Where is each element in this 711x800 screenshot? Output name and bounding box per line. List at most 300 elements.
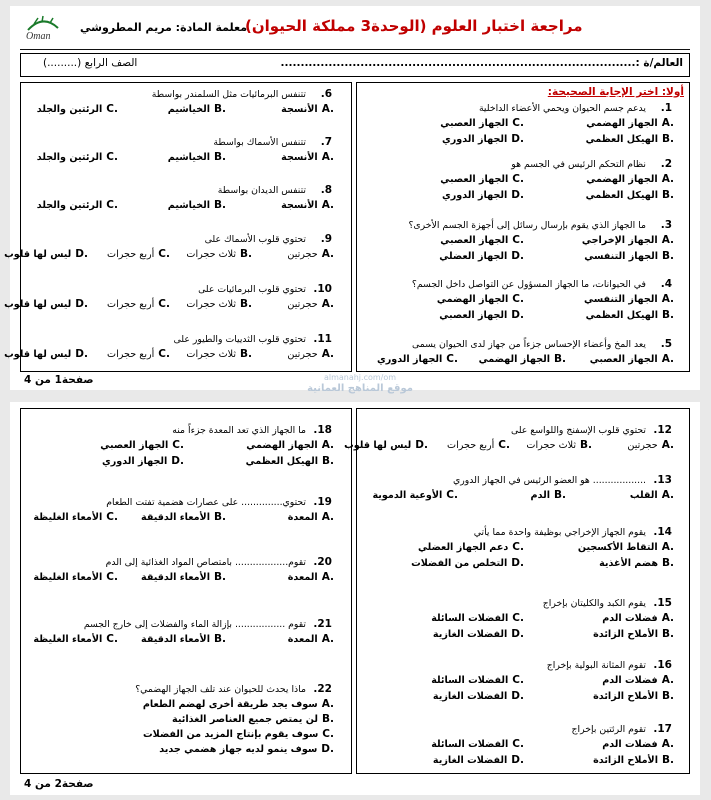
option-text: ثلاث حجرات [186,249,236,260]
option-text: أربع حجرات [107,349,155,360]
question-number: 14. [653,526,672,538]
q14-option-c[interactable] [418,541,524,553]
option-letter: C. [106,103,118,115]
question-number: 11. [313,333,332,345]
section-title: أولا: اختر الإجابة الصحيحة: [547,86,684,98]
question-number: 13. [653,474,672,486]
option-letter: B. [240,298,252,310]
option-text: الأنسجة [281,152,318,163]
option-text: الجهاز الهضمي [586,174,658,185]
option-text: هضم الأغذية [599,558,658,569]
option-text: المعدة [287,634,318,645]
q10-option-c[interactable] [107,298,170,310]
option-letter: A. [661,612,674,624]
option-letter: D. [321,743,334,755]
q14-option-b[interactable] [599,557,674,569]
q8-option-a[interactable] [281,199,334,211]
grade-field[interactable]: الصف الرابع (.........) [43,57,138,69]
q9-option-a[interactable] [287,248,334,260]
logo-icon [20,14,66,44]
option-text: الجهاز التنفسي [584,251,658,262]
option-letter: D. [75,298,88,310]
option-letter: D. [511,189,524,201]
question-7 [213,136,332,148]
option-text: فضلات الدم [602,739,658,750]
question-text: تتنفس الأسماك بواسطة [213,137,306,148]
option-letter: D. [511,690,524,702]
q2-option-a[interactable] [586,173,674,185]
option-text: فضلات الدم [602,675,658,686]
question-number: 21. [313,618,332,630]
q8-option-c[interactable] [37,199,118,211]
q18-option-a[interactable] [246,439,334,451]
option-text: الفضلات السائلة [431,739,509,750]
option-text: ثلاث حجرات [186,299,236,310]
option-letter: B. [214,199,226,211]
option-letter: D. [511,133,524,145]
question-number: 6. [320,88,332,100]
question-number: 1. [660,102,672,114]
option-letter: B. [662,133,674,145]
option-letter: B. [554,489,566,501]
option-text: حجرتين [287,349,318,360]
option-letter: B. [662,189,674,201]
option-text: سوف يقوم بإنتاج المزيد من الفضلات [143,729,319,740]
option-letter: B. [322,455,334,467]
option-letter: C. [158,248,170,260]
option-text: فضلات الدم [602,613,658,624]
question-number: 2. [660,158,672,170]
q18-option-d[interactable] [102,455,184,467]
option-text: الخياشيم [167,200,210,211]
q6-option-a[interactable] [281,103,334,115]
q8-option-b[interactable] [168,199,226,211]
option-text: الفضلات الغازية [432,691,508,702]
option-text: الخياشيم [167,104,210,115]
q17-option-c[interactable] [431,738,524,750]
question-14 [474,526,672,538]
q14-option-a[interactable] [578,541,674,553]
question-16 [547,659,672,671]
option-text: الهيكل العظمي [585,134,658,145]
option-text: الهيكل العظمي [245,456,318,467]
option-text: أربع حجرات [447,440,495,451]
page-number-1: صفحة1 من 4 [24,374,94,386]
teacher-name: معلمة المادة: مريم المطروشي [80,21,248,34]
q22-option-c[interactable] [143,728,334,740]
q3-option-a[interactable] [582,234,674,246]
q12-option-c[interactable] [447,439,510,451]
q5-option-c[interactable] [377,353,458,365]
q21-option-a[interactable] [288,633,334,645]
question-2 [511,158,672,170]
option-text: الجهاز الدوري [101,456,168,467]
option-letter: C. [512,117,524,129]
q16-option-b[interactable] [593,690,674,702]
question-20 [106,556,332,568]
q20-option-a[interactable] [288,571,334,583]
option-letter: A. [661,173,674,185]
q20-option-b[interactable] [141,571,226,583]
header [20,12,690,48]
q3-option-d[interactable] [439,250,524,262]
question-text: تتنفس البرمائيات مثل السلمندر بواسطة [151,89,306,100]
question-text: تحتوي قلوب البرمائيات على [198,284,306,295]
q4-option-b[interactable] [586,309,674,321]
q2-option-b[interactable] [586,189,674,201]
option-text: حجرتين [287,249,318,260]
option-letter: C. [106,633,118,645]
q11-option-d[interactable] [4,348,88,360]
option-letter: C. [158,298,170,310]
option-text: الفضلات السائلة [431,613,509,624]
question-number: 3. [660,219,672,231]
option-letter: B. [214,633,226,645]
option-text: الجهاز الهضمي [246,440,318,451]
q21-option-b[interactable] [141,633,226,645]
page-title: مراجعة اختبار العلوم (الوحدة3 مملكة الحيوان) [245,17,583,35]
q19-option-c[interactable] [33,511,118,523]
q5-option-b[interactable] [479,353,566,365]
question-6 [152,88,332,100]
option-text: الأمعاء الدقيقة [141,572,210,583]
question-9 [205,233,332,245]
option-text: المعدة [287,572,318,583]
option-text: لن يمتص جميع العناصر الغذائية [172,714,318,725]
option-text: الأنسجة [281,200,318,211]
option-text: الهيكل العظمي [585,190,658,201]
option-letter: B. [662,628,674,640]
question-text: تحتوي.............. على عصارات هضمية تفتت الطعام [106,497,306,508]
q17-option-a[interactable] [602,738,674,750]
option-letter: A. [321,698,334,710]
question-17 [572,723,672,735]
q2-option-c[interactable] [440,173,524,185]
option-letter: D. [415,439,428,451]
option-letter: D. [75,248,88,260]
q19-option-b[interactable] [141,511,226,523]
option-text: الجهاز الإخراجي [581,235,658,246]
q16-option-d[interactable] [433,690,524,702]
option-letter: C. [512,674,524,686]
option-letter: A. [321,248,334,260]
option-letter: D. [171,455,184,467]
option-letter: C. [512,738,524,750]
option-text: الجهاز العصبي [440,118,509,129]
q7-option-c[interactable] [37,151,118,163]
option-letter: C. [512,173,524,185]
option-letter: A. [321,348,334,360]
student-info-box [20,53,690,77]
option-text: الجهاز الدوري [441,190,508,201]
q3-option-c[interactable] [440,234,524,246]
q13-option-c[interactable] [372,489,458,501]
page-number-2: صفحة2 من 4 [24,778,94,790]
option-letter: B. [240,348,252,360]
question-3 [408,219,672,231]
option-letter: B. [554,353,566,365]
question-text: ما الجهاز الذي تعد المعدة جزءاً منه [172,425,306,436]
right-column-p2 [356,408,690,774]
q10-option-a[interactable] [287,298,334,310]
q7-option-b[interactable] [168,151,226,163]
option-letter: C. [512,293,524,305]
option-letter: C. [106,571,118,583]
question-21 [84,618,332,630]
option-text: الجهاز الهضمي [586,118,658,129]
q17-option-d[interactable] [433,754,524,766]
q4-option-a[interactable] [584,293,674,305]
option-text: ثلاث حجرات [186,349,236,360]
option-text: الجهاز العصبي [439,310,508,321]
option-text: الفضلات الغازية [432,755,508,766]
q16-option-c[interactable] [431,674,524,686]
q22-option-b[interactable] [172,713,334,725]
question-number: 5. [660,338,672,350]
option-letter: A. [661,353,674,365]
question-number: 9. [320,233,332,245]
option-text: الرئتين والجلد [36,200,103,211]
q15-option-d[interactable] [433,628,524,640]
q18-option-b[interactable] [246,455,334,467]
option-text: أربع حجرات [107,249,155,260]
option-letter: A. [661,234,674,246]
question-text: تحتوي قلوب الثدييات والطيور على [173,334,306,345]
option-letter: D. [75,348,88,360]
option-letter: C. [512,612,524,624]
question-13 [453,474,672,486]
left-column-p1 [20,82,352,372]
option-text: الأملاح الزائدة [593,755,658,766]
option-text: الرئتين والجلد [36,152,103,163]
svg-text:Oman: Oman [26,31,51,42]
option-text: القلب [629,490,658,501]
option-letter: B. [214,103,226,115]
q4-option-d[interactable] [439,309,524,321]
option-text: سوف يجد طريقة أخرى لهضم الطعام [142,699,318,710]
q4-option-c[interactable] [437,293,524,305]
q1-option-d[interactable] [442,133,524,145]
q22-option-d[interactable] [159,743,334,755]
question-number: 4. [660,278,672,290]
option-text: ليس لها قلوب [344,440,412,451]
option-text: الجهاز الدوري [376,354,443,365]
option-text: الأمعاء الغليظة [33,512,103,523]
question-text: ما الجهاز الذي يقوم بإرسال رسائل إلى أجهزة الجسم الأخرى؟ [408,220,646,231]
q6-option-c[interactable] [37,103,118,115]
option-letter: C. [172,439,184,451]
q13-option-b[interactable] [531,489,566,501]
question-number: 16. [653,659,672,671]
option-text: ليس لها قلوب [4,299,72,310]
option-letter: B. [662,557,674,569]
question-text: تقوم.................. بامتصاص المواد الغذائية إلى الدم [105,557,306,568]
q3-option-b[interactable] [584,250,674,262]
question-1 [479,102,672,114]
option-text: الخياشيم [167,152,210,163]
option-text: الأمعاء الغليظة [33,572,103,583]
option-text: الأنسجة [281,104,318,115]
option-text: الجهاز الهضمي [478,354,550,365]
option-letter: A. [661,541,674,553]
q19-option-a[interactable] [288,511,334,523]
q20-option-c[interactable] [33,571,118,583]
option-text: الجهاز الهضمي [436,294,509,305]
option-text: الفضلات السائلة [431,675,509,686]
option-letter: B. [214,151,226,163]
question-text: يقوم الكبد والكليتان بإخراج [542,598,646,609]
option-letter: A. [661,738,674,750]
option-letter: C. [446,353,458,365]
q10-option-b[interactable] [186,298,252,310]
q11-option-c[interactable] [107,348,170,360]
option-letter: C. [106,511,118,523]
question-text: تحتوي قلوب الأسماك على [204,234,306,245]
option-text: الرئتين والجلد [36,104,103,115]
option-letter: A. [321,439,334,451]
question-12 [511,424,672,436]
question-number: 22. [313,683,332,695]
q5-option-a[interactable] [590,353,674,365]
q15-option-b[interactable] [593,628,674,640]
q15-option-c[interactable] [431,612,524,624]
option-text: سوف ينمو لديه جهاز هضمي جديد [159,744,318,755]
option-letter: B. [214,571,226,583]
q17-option-b[interactable] [593,754,674,766]
option-text: الأمعاء الغليظة [33,634,103,645]
option-letter: D. [511,309,524,321]
q12-option-b[interactable] [526,439,592,451]
option-letter: C. [106,199,118,211]
option-text: الأمعاء الدقيقة [141,634,210,645]
option-text: الجهاز التنفسي [583,294,658,305]
option-letter: D. [511,250,524,262]
option-letter: D. [511,628,524,640]
student-name-field[interactable]: العالم/ة :......................................................................................... [280,57,683,69]
q16-option-a[interactable] [602,674,674,686]
option-letter: A. [321,151,334,163]
q9-option-c[interactable] [107,248,170,260]
question-number: 19. [313,496,332,508]
option-letter: A. [321,633,334,645]
option-text: الجهاز العصبي [440,174,509,185]
option-text: الجهاز الدوري [441,134,508,145]
question-number: 20. [313,556,332,568]
question-text: تقوم الرئتين بإخراج [571,724,646,735]
q9-option-d[interactable] [4,248,88,260]
option-letter: C. [158,348,170,360]
question-text: في الحيوانات، ما الجهاز المسؤول عن التواصل داخل الجسم؟ [411,279,646,290]
question-text: تتنفس الديدان بواسطة [217,185,306,196]
option-text: الجهاز العضلي [439,251,508,262]
option-text: ليس لها قلوب [4,249,72,260]
option-letter: A. [321,199,334,211]
q11-option-a[interactable] [287,348,334,360]
option-letter: C. [446,489,458,501]
option-letter: B. [662,754,674,766]
option-text: الجهاز العصبي [440,235,509,246]
q1-option-c[interactable] [440,117,524,129]
q14-option-d[interactable] [411,557,524,569]
q6-option-b[interactable] [168,103,226,115]
question-5 [412,338,672,350]
question-text: تقوم المثانة البولية بإخراج [546,660,646,671]
q12-option-d[interactable] [344,439,428,451]
question-number: 10. [313,283,332,295]
question-text: يعد المخ وأعضاء الإحساس جزءاً من جهاز لدى الحيوان يسمى [411,339,646,350]
option-text: المعدة [287,512,318,523]
option-text: الأملاح الزائدة [593,691,658,702]
q1-option-b[interactable] [586,133,674,145]
option-letter: A. [321,511,334,523]
option-letter: C. [512,234,524,246]
question-text: ماذا يحدث للحيوان عند تلف الجهاز الهضمي؟ [135,684,306,695]
option-letter: B. [662,309,674,321]
option-letter: A. [321,298,334,310]
option-letter: B. [322,713,334,725]
question-18 [172,424,332,436]
q13-option-a[interactable] [630,489,674,501]
q1-option-a[interactable] [586,117,674,129]
question-number: 15. [653,597,672,609]
option-letter: B. [240,248,252,260]
option-letter: D. [511,557,524,569]
watermark: almanahj.com/om موقع المناهج العمانية [307,373,413,394]
option-letter: A. [661,117,674,129]
option-text: الفضلات الغازية [432,629,508,640]
option-letter: A. [661,293,674,305]
option-letter: C. [498,439,510,451]
question-22 [135,683,332,695]
question-number: 12. [653,424,672,436]
q22-option-a[interactable] [143,698,334,710]
option-text: ليس لها قلوب [4,349,72,360]
option-letter: A. [661,489,674,501]
q21-option-c[interactable] [33,633,118,645]
option-letter: B. [580,439,592,451]
option-letter: B. [214,511,226,523]
question-number: 18. [313,424,332,436]
q9-option-b[interactable] [186,248,252,260]
question-11 [174,333,332,345]
question-10 [198,283,332,295]
question-8 [218,184,332,196]
option-letter: B. [662,250,674,262]
header-divider [20,49,690,50]
q2-option-d[interactable] [442,189,524,201]
option-text: الأوعية الدموية [372,490,443,501]
q15-option-a[interactable] [602,612,674,624]
option-text: دعم الجهاز العضلي [417,542,509,553]
option-letter: A. [321,571,334,583]
q7-option-a[interactable] [281,151,334,163]
question-text: يدعم جسم الحيوان ويحمي الأعضاء الداخلية [478,103,646,114]
option-letter: C. [512,541,524,553]
q18-option-c[interactable] [100,439,184,451]
q11-option-b[interactable] [186,348,252,360]
option-text: حجرتين [287,299,318,310]
option-text: حجرتين [627,440,658,451]
q12-option-a[interactable] [627,439,674,451]
question-text: .................. هو العضو الرئيس في الجهاز الدوري [453,475,646,486]
question-number: 8. [320,184,332,196]
q10-option-d[interactable] [4,298,88,310]
option-text: الدم [530,490,550,501]
option-text: الجهاز العصبي [589,354,658,365]
question-4 [412,278,672,290]
option-letter: A. [661,439,674,451]
option-text: التقاط الأكسجين [577,542,658,553]
